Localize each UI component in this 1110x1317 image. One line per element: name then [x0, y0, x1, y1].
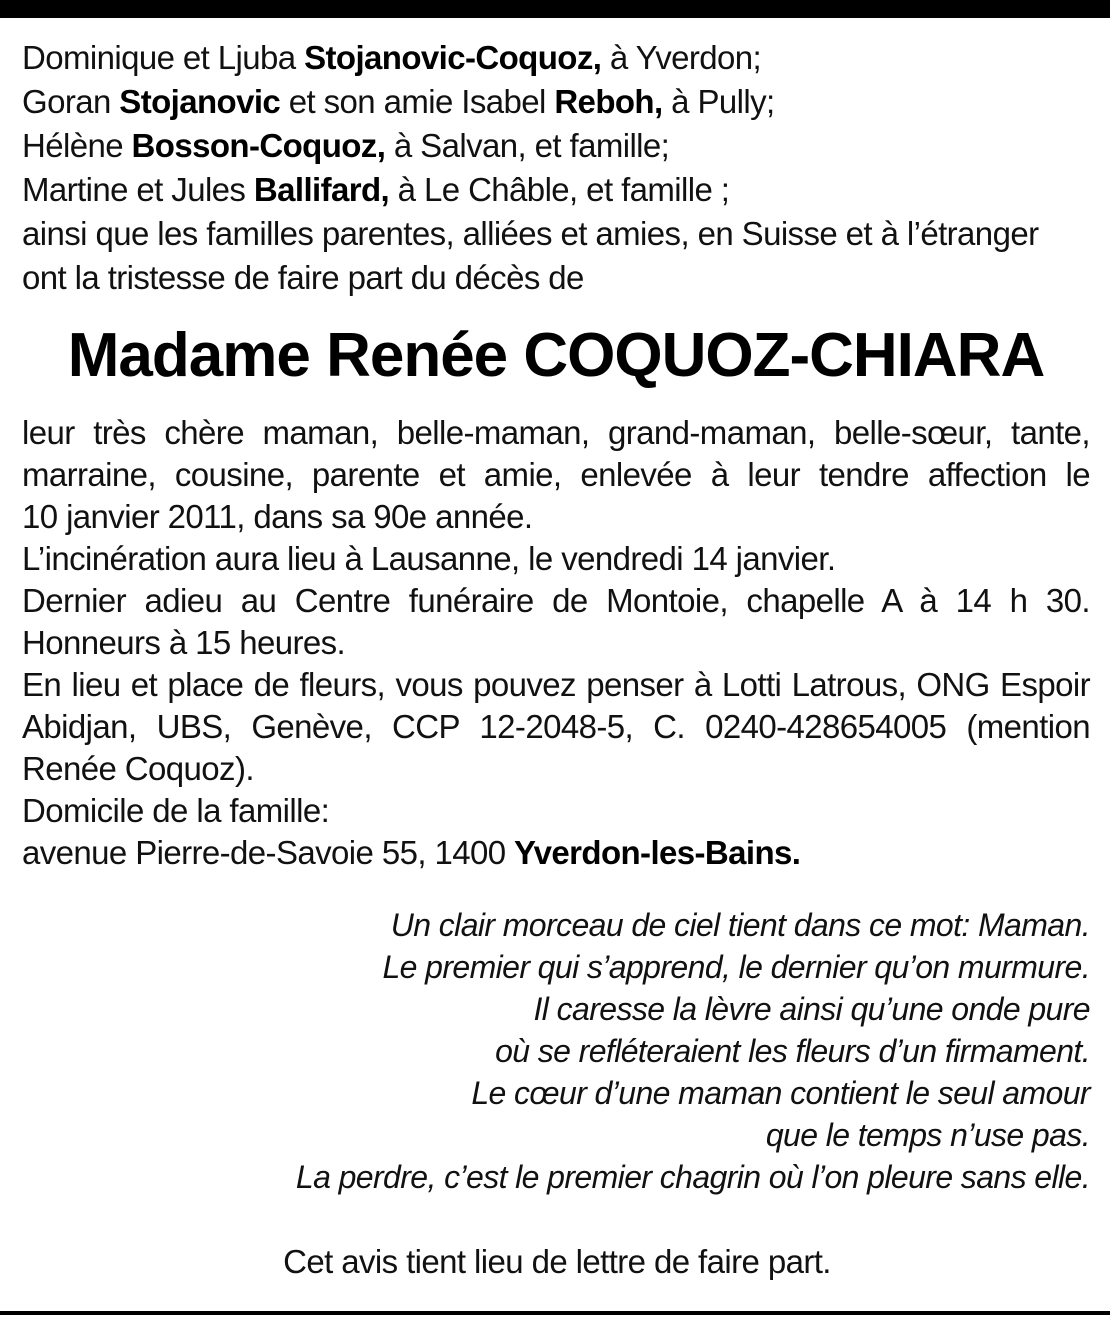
family-line-4-place: à Le Châble, et famille ;	[389, 171, 730, 208]
closing-note: Cet avis tient lieu de lettre de faire part.	[283, 1243, 831, 1280]
body-line-8: Abidjan, UBS, Genève, CCP 12-2048-5, C. 0240-428654005 (mention	[22, 708, 1090, 745]
address-line	[22, 832, 1090, 874]
poem	[22, 904, 1090, 1198]
body-line-10: Domicile de la famille:	[22, 792, 330, 829]
address-street: avenue Pierre-de-Savoie 55, 1400	[22, 834, 515, 871]
family-line-2	[22, 80, 1090, 124]
bottom-border	[0, 1311, 1110, 1315]
family-line-2-name-2: Reboh,	[554, 83, 663, 120]
poem-line-7: La perdre, c’est le premier chagrin où l’on pleure sans elle.	[295, 1159, 1090, 1195]
family-line-1-text: Dominique et Ljuba	[22, 39, 305, 76]
body-line-6: Honneurs à 15 heures.	[22, 624, 346, 661]
notice-content	[22, 36, 1090, 1198]
family-line-3-place: à Salvan, et famille;	[385, 127, 670, 164]
family-line-2-mid: et son amie Isabel	[280, 83, 555, 120]
family-line-1-place: à Yverdon;	[601, 39, 762, 76]
top-border	[0, 0, 1110, 18]
poem-line-1: Un clair morceau de ciel tient dans ce mot: Maman.	[390, 907, 1090, 943]
family-line-4-name: Ballifard,	[253, 171, 390, 208]
address-town: Yverdon-les-Bains.	[514, 834, 801, 871]
family-line-4	[22, 168, 1090, 212]
family-line-2-name: Stojanovic	[119, 83, 281, 120]
family-line-5-text: ainsi que les familles parentes, alliées et amies, en Suisse et à l’étranger	[22, 215, 1039, 252]
family-line-6-text: ont la tristesse de faire part du décès de	[22, 259, 584, 296]
body-line-1: leur très chère maman, belle-maman, grand-maman, belle-sœur, tante,	[22, 414, 1090, 451]
family-line-6	[22, 256, 1090, 300]
family-line-2-place: à Pully;	[662, 83, 775, 120]
body-line-3: 10 janvier 2011, dans sa 90e année.	[22, 498, 533, 535]
deceased-name: Madame Renée COQUOZ-CHIARA	[67, 321, 1045, 390]
family-line-3-name: Bosson-Coquoz,	[131, 127, 386, 164]
poem-line-4: où se refléteraient les fleurs d’un firmament.	[495, 1033, 1090, 1069]
family-line-3	[22, 124, 1090, 168]
family-line-4-text: Martine et Jules	[22, 171, 254, 208]
family-line-5	[22, 212, 1090, 256]
body-line-4: L’incinération aura lieu à Lausanne, le vendredi 14 janvier.	[22, 540, 836, 577]
body-line-2: marraine, cousine, parente et amie, enlevée à leur tendre affection le	[22, 456, 1090, 493]
body-line-7: En lieu et place de fleurs, vous pouvez penser à Lotti Latrous, ONG Espoir	[22, 666, 1090, 703]
poem-line-5: Le cœur d’une maman contient le seul amour	[471, 1075, 1090, 1111]
family-line-1-name: Stojanovic-Coquoz,	[304, 39, 602, 76]
family-line-1	[22, 36, 1090, 80]
body-line-9: Renée Coquoz).	[22, 750, 254, 787]
notice-body	[22, 412, 1090, 874]
family-line-2-text: Goran	[22, 83, 120, 120]
body-line-5: Dernier adieu au Centre funéraire de Montoie, chapelle A à 14 h 30.	[22, 582, 1090, 619]
poem-line-6: que le temps n’use pas.	[765, 1117, 1090, 1153]
poem-line-2: Le premier qui s’apprend, le dernier qu’on murmure.	[382, 949, 1090, 985]
family-line-3-text: Hélène	[22, 127, 132, 164]
poem-line-3: Il caresse la lèvre ainsi qu’une onde pure	[533, 991, 1090, 1027]
